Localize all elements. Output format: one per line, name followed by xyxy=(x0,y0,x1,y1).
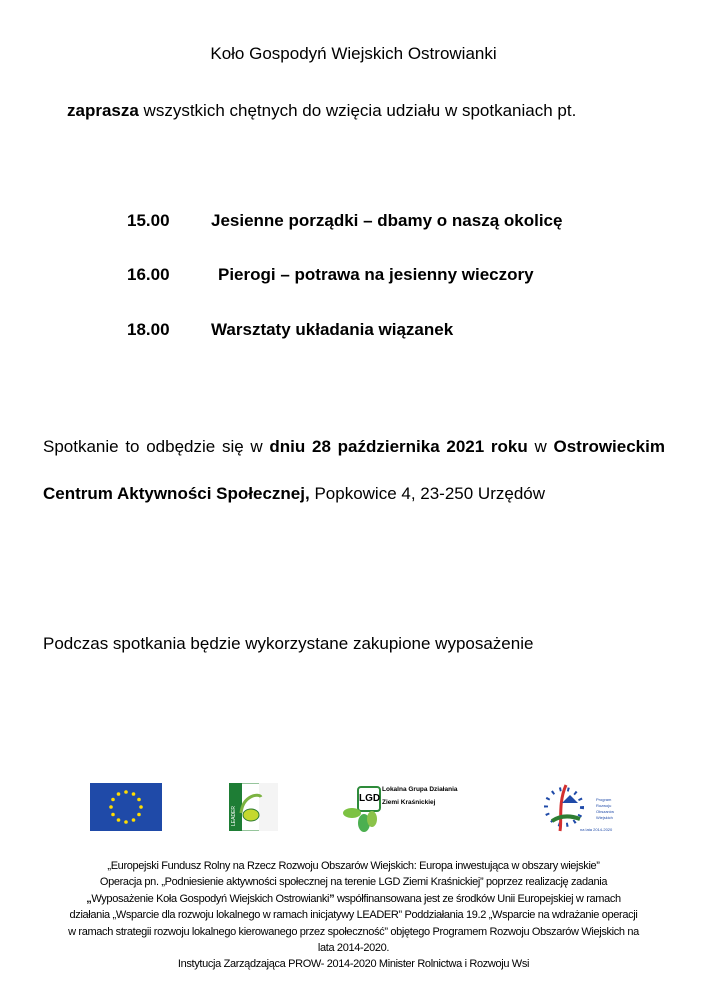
schedule-time: 18.00 xyxy=(127,320,170,339)
invite-rest: wszystkich chętnych do wzięcia udziału w spotkaniach pt. xyxy=(138,101,577,120)
schedule-title: Pierogi – potrawa na jesienny wieczory xyxy=(218,265,534,284)
quote-mark: ” xyxy=(329,892,335,905)
meeting-details xyxy=(43,424,665,517)
schedule-time: 15.00 xyxy=(127,211,170,230)
leaves-icon xyxy=(342,801,382,833)
meeting-text: w xyxy=(527,437,554,456)
star-icon xyxy=(111,798,115,802)
star-icon xyxy=(139,805,143,809)
page-title: Koło Gospodyń Wiejskich Ostrowianki xyxy=(210,44,497,63)
schedule-title: Jesienne porządki – dbamy o naszą okolicę xyxy=(211,211,563,230)
meeting-venue: Ostrowieckim Centrum Aktywności Społecznej, xyxy=(43,437,665,503)
prow-emblem-icon xyxy=(540,783,588,833)
star-icon xyxy=(124,820,128,824)
meeting-date: dniu 28 października 2021 roku xyxy=(269,437,528,456)
meeting-text: Spotkanie to odbędzie się w xyxy=(43,437,270,456)
lgd-logo xyxy=(342,783,482,833)
lgd-name-line2: Ziemi Kraśnickiej xyxy=(382,799,436,806)
footer-line: w ramach strategii rozwoju lokalnego kierowanego przez społeczność” objętego Programem Rozwoju Obszarów Wiejskich na xyxy=(68,925,639,938)
star-icon xyxy=(111,813,115,817)
meeting-address: Popkowice 4, 23-250 Urzędów xyxy=(309,483,546,503)
schedule-time: 16.00 xyxy=(127,265,170,284)
lgd-mark: LGD xyxy=(357,786,381,812)
star-icon xyxy=(132,818,136,822)
schedule-title: Warsztaty układania wiązanek xyxy=(211,320,454,339)
footer-line: działania „Wsparcie dla rozwoju lokalnego w ramach inicjatywy LEADER” Poddziałania 19.2 „Wsparcie na wdrażanie operacji xyxy=(69,909,638,922)
star-icon xyxy=(137,813,141,817)
footer-line: lata 2014-2020. xyxy=(317,942,390,955)
footer-line: „Europejski Fundusz Rolny na Rzecz Rozwoju Obszarów Wiejskich: Europa inwestująca w obszary wiejskie” xyxy=(107,860,600,872)
invite-bold: zaprasza xyxy=(67,101,139,120)
task-name: Wyposażenie Koła Gospodyń Wiejskich Ostrowianki xyxy=(91,892,330,905)
prow-logo xyxy=(540,783,620,833)
lgd-name-line1: Lokalna Grupa Działania xyxy=(382,786,458,793)
star-icon xyxy=(137,798,141,802)
star-icon xyxy=(132,792,136,796)
funding-footer xyxy=(0,858,707,973)
star-icon xyxy=(109,805,113,809)
footer-line: Instytucja Zarządzająca PROW- 2014-2020 Minister Rolnictwa i Rozwoju Wsi xyxy=(177,958,530,971)
prow-years: na lata 2014-2020 xyxy=(580,827,613,832)
leader-text: LEADER xyxy=(231,805,237,826)
quote-mark: „ xyxy=(86,892,92,905)
footer-line xyxy=(0,891,707,907)
star-icon xyxy=(124,790,128,794)
footer-text: współfinansowana jest ze środków Unii Europejskiej w ramach xyxy=(334,892,621,905)
star-icon xyxy=(117,792,121,796)
eu-flag-logo xyxy=(90,783,162,831)
invitation-text xyxy=(67,101,576,121)
footer-line: Operacja pn. „Podniesienie aktywności społecznej na terenie LGD Ziemi Kraśnickiej” poprzez realizację zadania xyxy=(99,876,608,889)
prow-text: Program Rozwoju Obszarów Wiejskich xyxy=(596,797,615,820)
star-icon xyxy=(117,818,121,822)
equipment-note: Podczas spotkania będzie wykorzystane zakupione wyposażenie xyxy=(43,634,534,653)
leader-logo xyxy=(229,783,278,831)
